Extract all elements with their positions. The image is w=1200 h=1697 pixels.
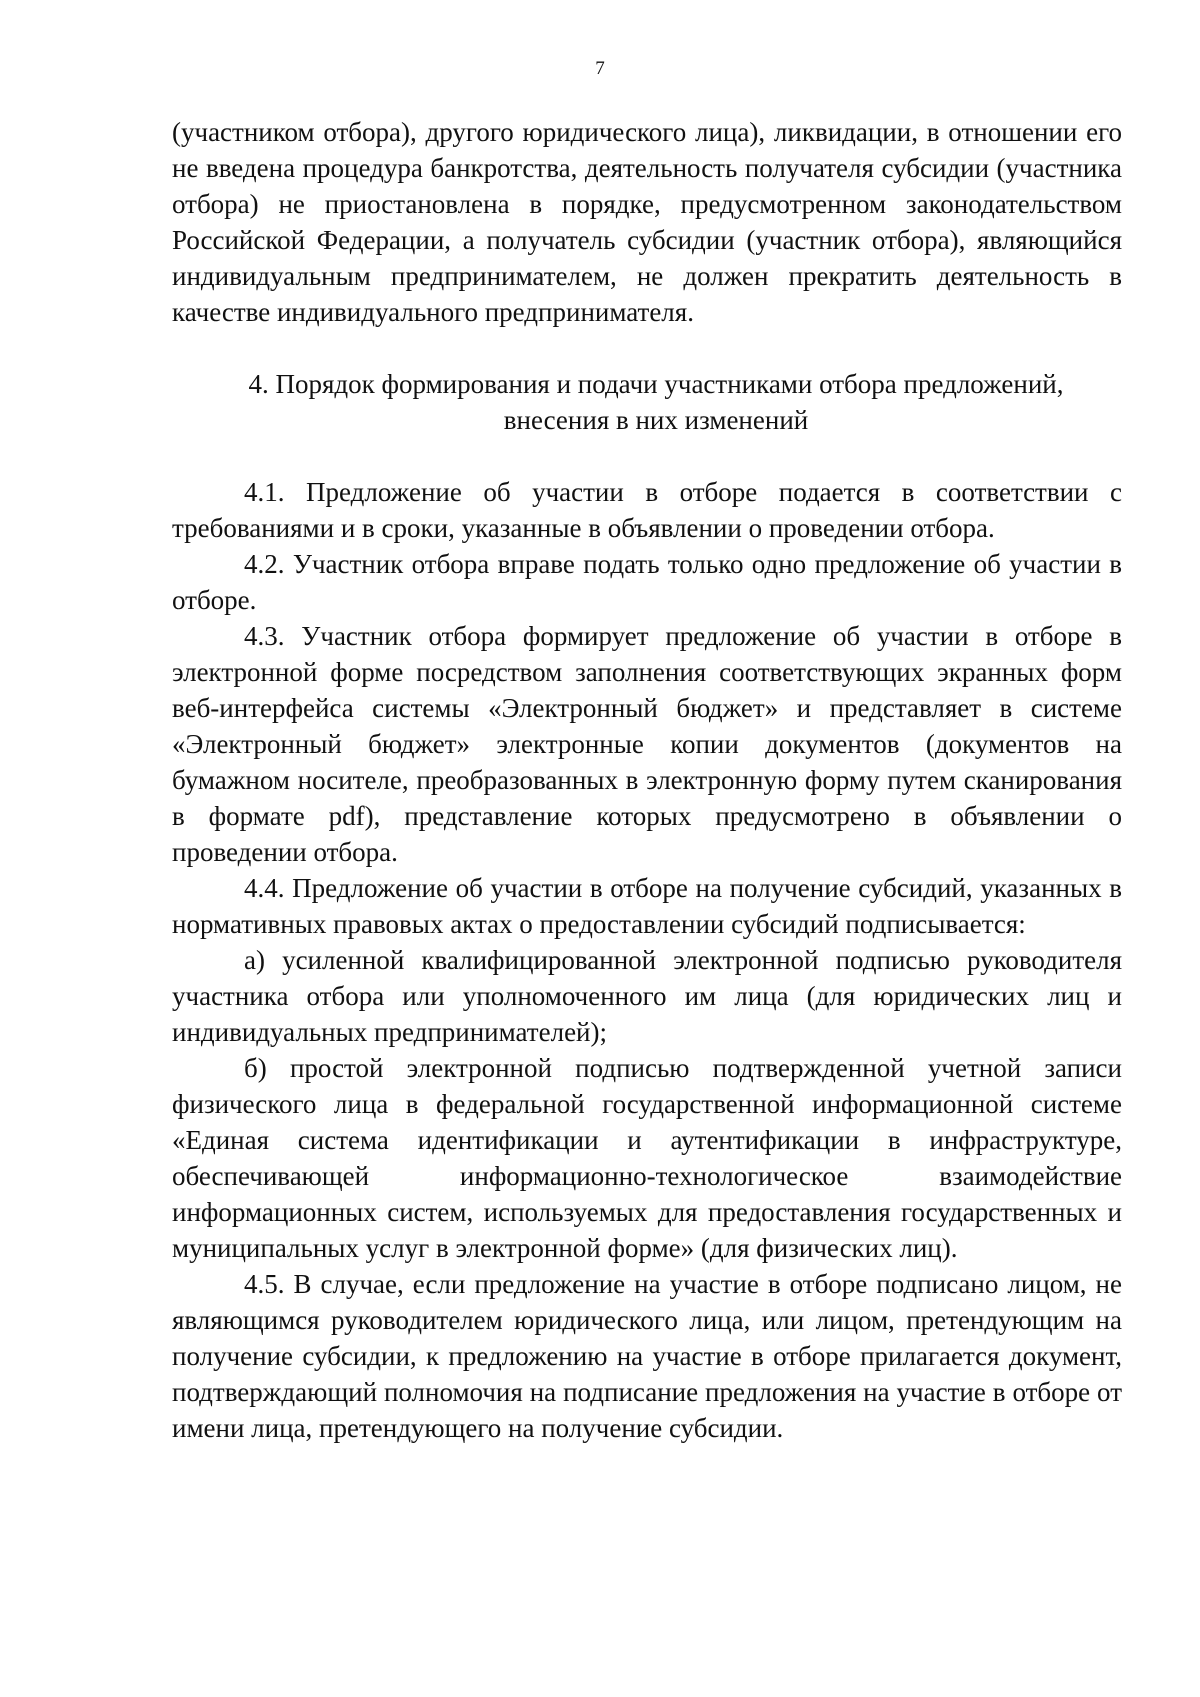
paragraph-4-4: 4.4. Предложение об участии в отборе на получение субсидий, указанных в нормативных правовых актах о предоставлении субсидий подписывается: bbox=[172, 873, 1122, 939]
section-heading-line-1: 4. Порядок формирования и подачи участниками отбора предложений, bbox=[248, 369, 1064, 399]
paragraph-4-3: 4.3. Участник отбора формирует предложение об участии в отборе в электронной форме посредством заполнения соответствующих экранных форм веб-интерфейса системы «Электронный бюджет» и представляет в системе «Электронный бюджет» электронные копии документов (документов на бумажном носителе, преобразованных в электронную форму путем сканирования в формате pdf), представление которых предусмотрено в объявлении о проведении отбора. bbox=[172, 621, 1122, 867]
page-number: 7 bbox=[595, 58, 605, 79]
paragraph-4-2: 4.2. Участник отбора вправе подать только одно предложение об участии в отборе. bbox=[172, 549, 1122, 615]
paragraph-4-5: 4.5. В случае, если предложение на участие в отборе подписано лицом, не являющимся руководителем юридического лица, или лицом, претендующим на получение субсидии, к предложению на участие в отборе прилагается документ, подтверждающий полномочия на подписание предложения на участие в отборе от имени лица, претендующего на получение субсидии. bbox=[172, 1269, 1122, 1443]
document-body bbox=[172, 114, 1122, 1446]
paragraph-4-4-b: б) простой электронной подписью подтвержденной учетной записи физического лица в федеральной государственной информационной системе «Единая система идентификации и аутентификации в инфраструктуре, обеспечивающей информационно-технологическое взаимодействие информационных систем, используемых для предоставления государственных и муниципальных услуг в электронной форме» (для физических лиц). bbox=[172, 1053, 1122, 1263]
paragraph-4-4-a: а) усиленной квалифицированной электронной подписью руководителя участника отбора или уполномоченного им лица (для юридических лиц и индивидуальных предпринимателей); bbox=[172, 945, 1122, 1047]
intro-paragraph: (участником отбора), другого юридического лица), ликвидации, в отношении его не введена процедура банкротства, деятельность получателя субсидии (участника отбора) не приостановлена в порядке, предусмотренном законодательством Российской Федерации, а получатель субсидии (участник отбора), являющийся индивидуальным предпринимателем, не должен прекратить деятельность в качестве индивидуального предпринимателя. bbox=[172, 117, 1122, 327]
paragraph-4-1: 4.1. Предложение об участии в отборе подается в соответствии с требованиями и в сроки, указанные в объявлении о проведении отбора. bbox=[172, 477, 1122, 543]
section-heading bbox=[172, 366, 1122, 438]
section-heading-line-2: внесения в них изменений bbox=[503, 405, 809, 435]
